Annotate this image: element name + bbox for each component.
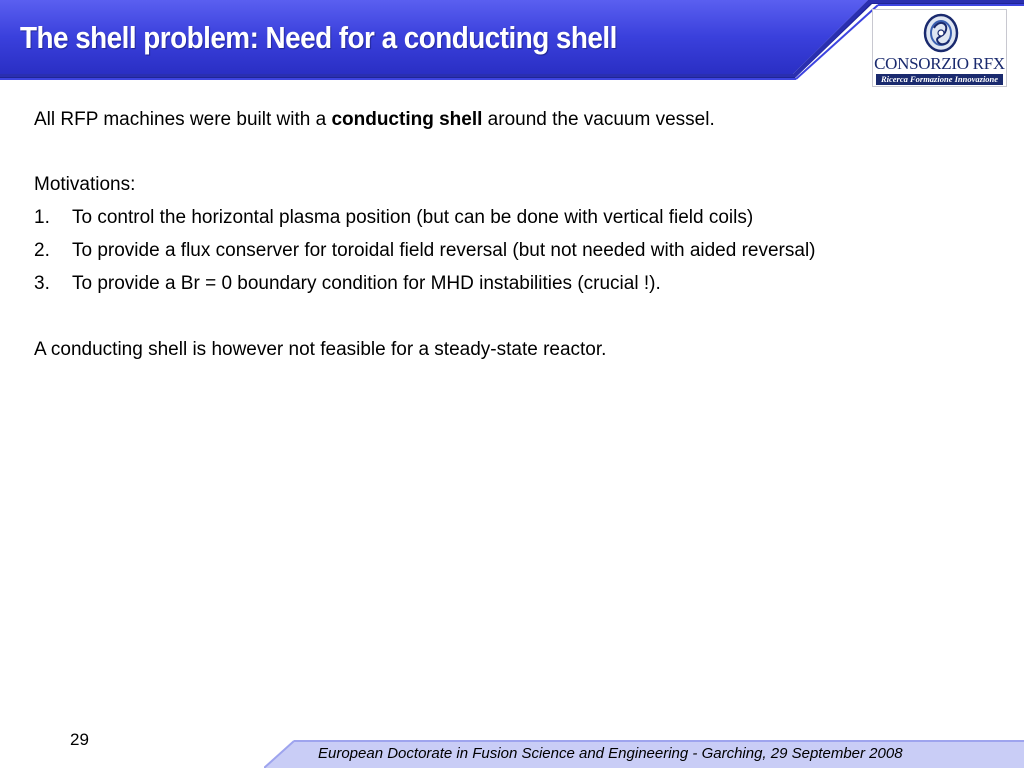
slide-title: The shell problem: Need for a conducting shell xyxy=(20,20,617,55)
intro-text-bold: conducting shell xyxy=(331,109,483,130)
motivations-heading: Motivations: xyxy=(34,174,136,195)
intro-text-before: All RFP machines were built with a xyxy=(34,109,332,130)
consorzio-rfx-logo xyxy=(872,9,1007,87)
motivation-item xyxy=(34,206,994,239)
logo-tagline: Ricerca Formazione Innovazione xyxy=(876,74,1003,85)
slide-body xyxy=(34,108,994,370)
motivation-text: To provide a flux conserver for toroidal field reversal (but not needed with aided reversal) xyxy=(72,240,816,261)
motivation-number: 1. xyxy=(34,207,50,228)
motivation-item xyxy=(34,239,994,272)
page-number: 29 xyxy=(70,730,89,749)
conclusion-paragraph: A conducting shell is however not feasible for a steady-state reactor. xyxy=(34,339,607,360)
motivation-item xyxy=(34,272,994,305)
motivation-text: To control the horizontal plasma position (but can be done with vertical field coils) xyxy=(72,207,754,228)
logo-name: CONSORZIO RFX xyxy=(874,54,1005,73)
footer-text: European Doctorate in Fusion Science and Engineering - Garching, 29 September 2008 xyxy=(318,745,903,762)
intro-text-after: around the vacuum vessel. xyxy=(482,109,715,130)
intro-paragraph xyxy=(34,108,994,140)
motivation-text: To provide a Br = 0 boundary condition for MHD instabilities (crucial !). xyxy=(72,273,661,294)
consorzio-rfx-logo-icon xyxy=(922,12,960,54)
motivation-number: 2. xyxy=(34,240,50,261)
motivation-number: 3. xyxy=(34,273,50,294)
